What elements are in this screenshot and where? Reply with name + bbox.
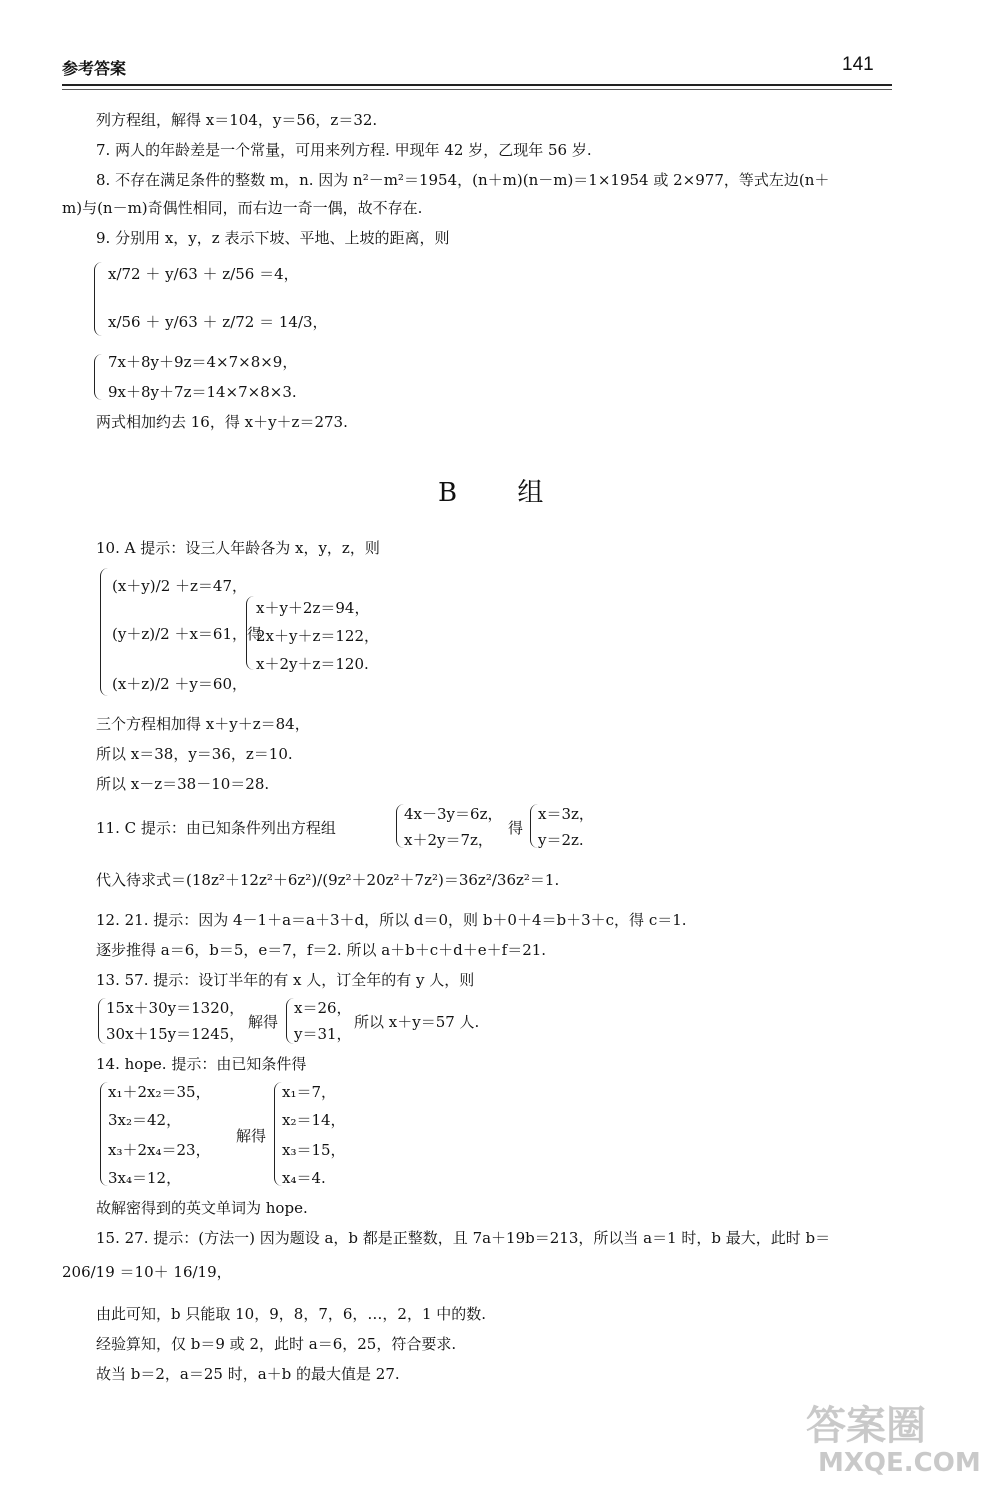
page-number: 141 xyxy=(842,54,874,75)
answer-15: 15. 27. 提示：(方法一) 因为题设 a，b 都是正整数，且 7a＋19b＝213，所以当 a＝1 时，b 最大，此时 b＝ xyxy=(96,1229,831,1247)
header-rule-thin xyxy=(62,89,892,90)
answer-15-b: 206/19 ＝10＋ 16/19， xyxy=(62,1263,232,1281)
answer-11: 11. C 提示：由已知条件列出方程组 xyxy=(96,819,336,837)
answer-8-cont: m)与(n－m)奇偶性相同，而右边一奇一偶，故不存在. xyxy=(62,199,423,217)
answer-15-c: 由此可知，b 只能取 10，9，8，7，6，…，2，1 中的数. xyxy=(96,1305,487,1323)
equation-13-2: 30x＋15y＝1245， xyxy=(106,1025,245,1043)
equation-11-r2: y＝2z. xyxy=(538,831,584,849)
answer-12: 12. 21. 提示：因为 4－1＋a＝a＋3＋d，所以 d＝0，则 b＋0＋4＝b＋3＋c，得 c＝1. xyxy=(96,911,687,929)
answer-11-de: 得 xyxy=(508,819,524,837)
answer-13-end: 所以 x＋y＝57 人. xyxy=(354,1013,480,1031)
answer-14: 14. hope. 提示：由已知条件得 xyxy=(96,1055,307,1073)
answer-10-a: 三个方程相加得 x＋y＋z＝84， xyxy=(96,715,310,733)
equation-14-3: x₃＋2x₄＝23， xyxy=(108,1141,211,1159)
answer-10: 10. A 提示：设三人年龄各为 x，y，z，则 xyxy=(96,539,380,557)
equation-10-r1: x＋y＋2z＝94， xyxy=(256,599,370,617)
equation-9-4: 9x＋8y＋7z＝14×7×8×3. xyxy=(108,383,297,401)
answer-line: 列方程组，解得 x＝104，y＝56，z＝32. xyxy=(96,111,378,129)
equation-14-r3: x₃＝15， xyxy=(282,1141,346,1159)
left-brace xyxy=(100,568,109,696)
answer-13: 13. 57. 提示：设订半年的有 x 人，订全年的有 y 人，则 xyxy=(96,971,475,989)
answer-13-mid: 解得 xyxy=(248,1013,279,1031)
answer-9: 9. 分别用 x，y，z 表示下坡、平地、上坡的距离，则 xyxy=(96,229,450,247)
answer-9-result: 两式相加约去 16，得 x＋y＋z＝273. xyxy=(96,413,348,431)
equation-9-2: x/56 ＋ y/63 ＋ z/72 ＝ 14/3， xyxy=(108,313,328,331)
equation-14-4: 3x₄＝12， xyxy=(108,1169,182,1187)
equation-14-r1: x₁＝7， xyxy=(282,1083,337,1101)
equation-11-2: x＋2y＝7z， xyxy=(404,831,493,849)
answer-12-b: 逐步推得 a＝6，b＝5，e＝7，f＝2. 所以 a＋b＋c＋d＋e＋f＝21. xyxy=(96,941,547,959)
watermark-bottom: MXQE.COM xyxy=(818,1448,981,1478)
equation-14-r2: x₂＝14， xyxy=(282,1111,346,1129)
equation-10-r2: 2x＋y＋z＝122， xyxy=(256,627,380,645)
equation-10-3: (x＋z)/2 ＋y＝60， xyxy=(112,675,247,693)
watermark-top: 答案圈 xyxy=(806,1403,926,1449)
answer-8: 8. 不存在满足条件的整数 m，n. 因为 n²－m²＝1954，(n＋m)(n－m)＝1×1954 或 2×977，等式左边(n＋ xyxy=(96,171,830,189)
header-title: 参考答案 xyxy=(62,59,127,78)
equation-9-3: 7x＋8y＋9z＝4×7×8×9， xyxy=(108,353,298,371)
answer-11-b: 代入待求式＝(18z²＋12z²＋6z²)/(9z²＋20z²＋7z²)＝36z²/36z²＝1. xyxy=(96,871,560,889)
equation-10-2: (y＋z)/2 ＋x＝61，得 xyxy=(112,625,262,643)
section-title: B 组 xyxy=(438,478,570,508)
left-brace xyxy=(246,596,255,670)
equation-13-1: 15x＋30y＝1320， xyxy=(106,999,245,1017)
equation-11-1: 4x－3y＝6z， xyxy=(404,805,503,823)
equation-14-2: 3x₂＝42， xyxy=(108,1111,182,1129)
equation-11-r1: x＝3z， xyxy=(538,805,594,823)
equation-13-r1: x＝26， xyxy=(294,999,352,1017)
answer-15-d: 经验算知，仅 b＝9 或 2，此时 a＝6，25，符合要求. xyxy=(96,1335,457,1353)
answer-15-e: 故当 b＝2，a＝25 时，a＋b 的最大值是 27. xyxy=(96,1365,400,1383)
equation-14-1: x₁＋2x₂＝35， xyxy=(108,1083,211,1101)
equation-13-r2: y＝31， xyxy=(294,1025,352,1043)
equation-14-r4: x₄＝4. xyxy=(282,1169,326,1187)
left-brace xyxy=(94,262,103,336)
answer-14-b: 故解密得到的英文单词为 hope. xyxy=(96,1199,308,1217)
equation-10-r3: x＋2y＋z＝120. xyxy=(256,655,369,673)
equation-10-1: (x＋y)/2 ＋z＝47， xyxy=(112,577,247,595)
answer-7: 7. 两人的年龄差是一个常量，可用来列方程. 甲现年 42 岁，乙现年 56 岁. xyxy=(96,141,592,159)
answer-10-c: 所以 x－z＝38－10＝28. xyxy=(96,775,270,793)
answer-10-b: 所以 x＝38，y＝36，z＝10. xyxy=(96,745,293,763)
equation-9-1: x/72 ＋ y/63 ＋ z/56 ＝4， xyxy=(108,265,299,283)
header-rule xyxy=(62,84,892,86)
answer-14-mid: 解得 xyxy=(236,1127,267,1145)
left-brace xyxy=(94,354,103,400)
